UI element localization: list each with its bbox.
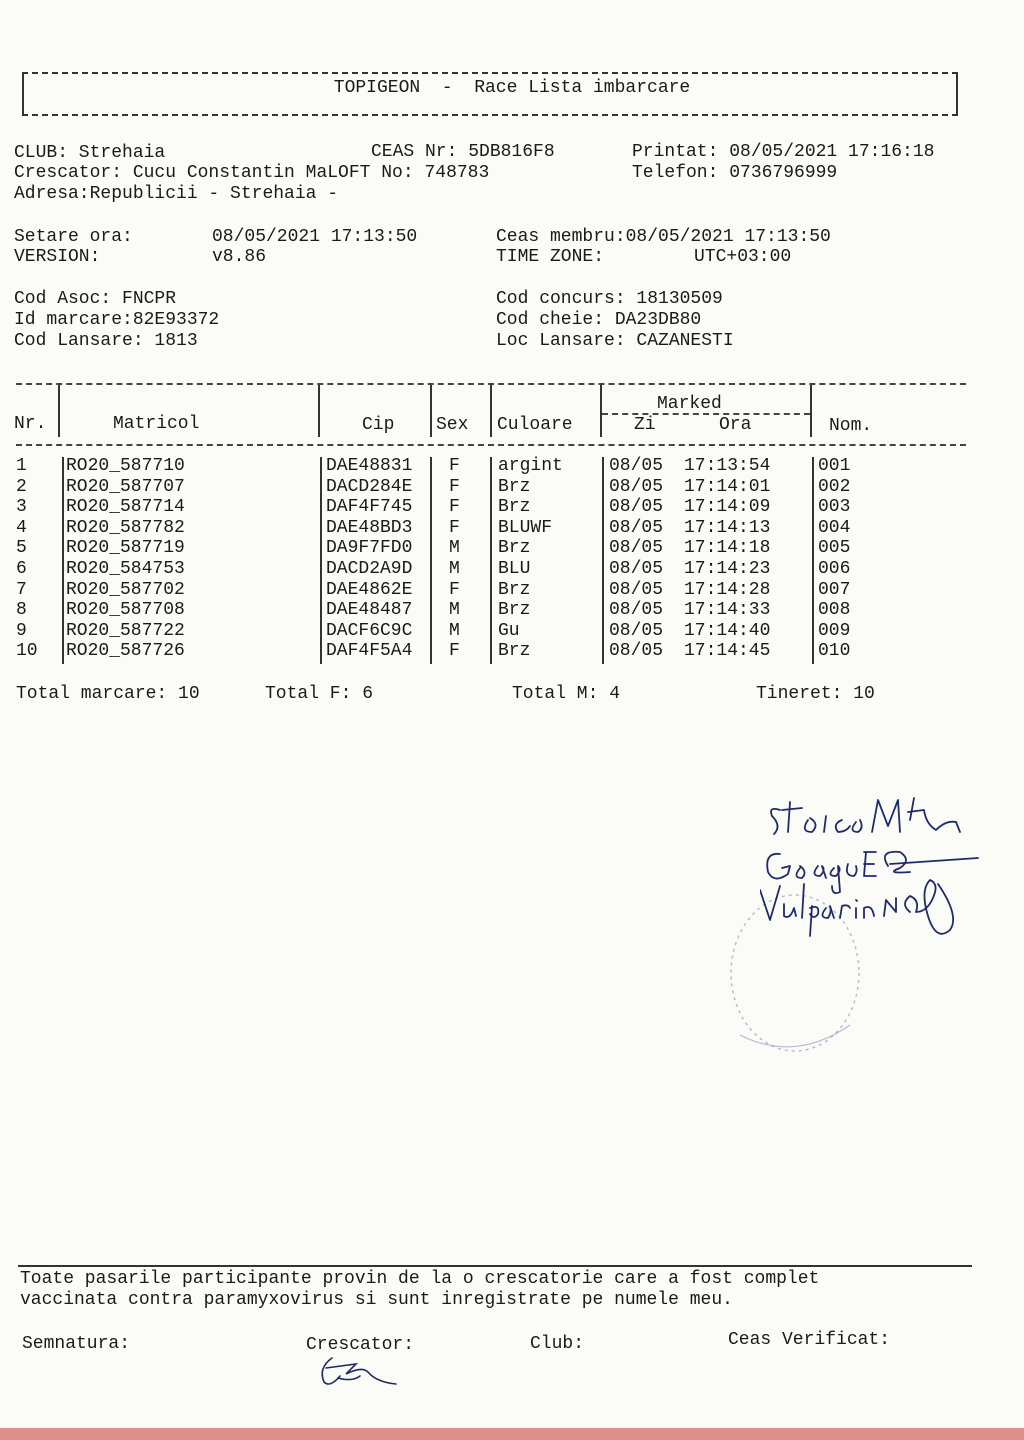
header-nom: Nom.: [829, 416, 873, 436]
breeder-signature-icon: [316, 1352, 406, 1392]
cell-ora: 17:14:23: [684, 559, 771, 579]
cell-zi: 08/05: [609, 476, 664, 497]
cell-ora: 17:14:45: [684, 641, 771, 662]
cell-sex: F: [449, 456, 460, 476]
table-header-rule: [16, 444, 966, 446]
cell-nr: 5: [16, 538, 27, 559]
cell-ora: 17:14:01: [684, 476, 771, 497]
cell-sex: F: [449, 641, 460, 662]
cell-culoare: Brz: [498, 476, 531, 497]
col-sep: [812, 457, 814, 664]
cell-zi: 08/05: [609, 456, 664, 476]
print-timestamp: Printat: 08/05/2021 17:16:18: [632, 142, 935, 162]
cell-nr: 8: [16, 600, 27, 621]
cell-culoare: Gu: [498, 620, 520, 641]
release-code: Cod Lansare: 1813: [14, 331, 198, 351]
cell-cip: DA9F7FD0: [326, 538, 413, 559]
cell-nom: 005: [818, 538, 851, 559]
cell-ora: 17:14:18: [684, 538, 771, 559]
cell-matricol: RO20_587708: [66, 600, 185, 621]
cell-nr: 3: [16, 497, 27, 518]
cell-ora: 17:14:28: [684, 579, 771, 600]
cell-ora: 17:13:54: [684, 456, 771, 476]
cell-zi: 08/05: [609, 620, 664, 641]
cell-ora: 17:14:33: [684, 600, 771, 621]
header-nr: Nr.: [14, 414, 47, 434]
cell-cip: DAE48BD3: [326, 517, 413, 538]
cell-nom: 006: [818, 559, 851, 579]
cell-nom: 001: [818, 456, 851, 476]
cell-matricol: RO20_587714: [66, 497, 185, 518]
cell-nr: 4: [16, 517, 27, 538]
club-signature-label: Club:: [530, 1334, 585, 1354]
total-female: Total F: 6: [265, 684, 374, 704]
header-zi: Zi: [634, 415, 656, 435]
declaration-line-1: Toate pasarile participante provin de la o crescatorie care a fost complet: [20, 1269, 820, 1289]
cell-cip: DAE48487: [326, 600, 413, 621]
cell-cip: DAF4F5A4: [326, 641, 413, 662]
footer-rule: [18, 1265, 972, 1267]
col-sep: [62, 457, 64, 664]
cell-nom: 010: [818, 641, 851, 662]
header-ora: Ora: [719, 415, 752, 435]
cell-sex: F: [449, 579, 460, 600]
cell-ora: 17:14:13: [684, 517, 771, 538]
col-sep: [430, 457, 432, 664]
timezone-value: UTC+03:00: [694, 247, 792, 267]
cell-cip: DACD2A9D: [326, 559, 413, 579]
cell-zi: 08/05: [609, 559, 664, 579]
total-male: Total M: 4: [512, 684, 621, 704]
cell-culoare: BLUWF: [498, 517, 553, 538]
col-sep: [58, 385, 60, 437]
key-code: Cod cheie: DA23DB80: [496, 310, 702, 330]
cell-culoare: BLU: [498, 559, 531, 579]
member-clock: Ceas membru:08/05/2021 17:13:50: [496, 227, 831, 247]
cell-sex: M: [449, 600, 460, 621]
contest-code: Cod concurs: 18130509: [496, 289, 723, 309]
cell-nom: 004: [818, 517, 851, 538]
cell-sex: M: [449, 538, 460, 559]
cell-nom: 009: [818, 620, 851, 641]
cell-matricol: RO20_584753: [66, 559, 185, 579]
set-time-label: Setare ora:: [14, 227, 133, 247]
scan-edge: [0, 1428, 1024, 1440]
total-youth: Tineret: 10: [756, 684, 875, 704]
address: Adresa:Republicii - Strehaia -: [14, 184, 339, 204]
cell-nr: 2: [16, 476, 27, 497]
cell-matricol: RO20_587707: [66, 476, 185, 497]
cell-matricol: RO20_587722: [66, 620, 185, 641]
cell-zi: 08/05: [609, 579, 664, 600]
cell-sex: M: [449, 620, 460, 641]
total-marked: Total marcare: 10: [16, 684, 200, 704]
cell-cip: DACF6C9C: [326, 620, 413, 641]
cell-matricol: RO20_587719: [66, 538, 185, 559]
cell-culoare: Brz: [498, 538, 531, 559]
cell-culoare: Brz: [498, 641, 531, 662]
header-marked: Marked: [657, 394, 722, 414]
cell-sex: F: [449, 476, 460, 497]
col-sep: [490, 457, 492, 664]
breeder-name: Crescator: Cucu Constantin MaLOFT No: 748783: [14, 163, 490, 183]
cell-nr: 7: [16, 579, 27, 600]
clock-verified-label: Ceas Verificat:: [728, 1330, 891, 1350]
cell-nr: 1: [16, 456, 27, 476]
col-sep: [430, 385, 432, 437]
version-label: VERSION:: [14, 247, 101, 267]
handwritten-signatures-icon: [760, 780, 990, 950]
cell-zi: 08/05: [609, 497, 664, 518]
cell-cip: DAF4F745: [326, 497, 413, 518]
cell-sex: F: [449, 497, 460, 518]
clock-number: CEAS Nr: 5DB816F8: [371, 142, 555, 162]
breeder-signature-label: Crescator:: [306, 1335, 415, 1355]
document-title: TOPIGEON - Race Lista imbarcare: [333, 78, 691, 98]
cell-matricol: RO20_587702: [66, 579, 185, 600]
phone-number: Telefon: 0736796999: [632, 163, 838, 183]
set-time-value: 08/05/2021 17:13:50: [212, 227, 418, 247]
cell-culoare: argint: [498, 456, 563, 476]
signature-label: Semnatura:: [22, 1334, 131, 1354]
version-value: v8.86: [212, 247, 267, 267]
cell-nr: 10: [16, 641, 38, 662]
col-sep: [810, 385, 812, 437]
header-matricol: Matricol: [113, 414, 200, 434]
cell-zi: 08/05: [609, 538, 664, 559]
cell-zi: 08/05: [609, 641, 664, 662]
cell-cip: DAE4862E: [326, 579, 413, 600]
cell-zi: 08/05: [609, 517, 664, 538]
timezone-label: TIME ZONE:: [496, 247, 605, 267]
col-sep: [318, 385, 320, 437]
cell-culoare: Brz: [498, 579, 531, 600]
cell-sex: F: [449, 517, 460, 538]
col-sep: [600, 385, 602, 437]
declaration-line-2: vaccinata contra paramyxovirus si sunt inregistrate pe numele meu.: [20, 1290, 733, 1310]
association-code: Cod Asoc: FNCPR: [14, 289, 177, 309]
cell-nr: 9: [16, 620, 27, 641]
header-cip: Cip: [362, 415, 395, 435]
cell-matricol: RO20_587726: [66, 641, 185, 662]
cell-nr: 6: [16, 559, 27, 579]
cell-nom: 003: [818, 497, 851, 518]
club-name: CLUB: Strehaia: [14, 143, 166, 163]
cell-culoare: Brz: [498, 600, 531, 621]
cell-cip: DACD284E: [326, 476, 413, 497]
cell-cip: DAE48831: [326, 456, 413, 476]
cell-matricol: RO20_587710: [66, 456, 185, 476]
col-sep: [490, 385, 492, 437]
col-sep: [602, 457, 604, 664]
col-sep: [320, 457, 322, 664]
cell-culoare: Brz: [498, 497, 531, 518]
cell-nom: 002: [818, 476, 851, 497]
cell-sex: M: [449, 559, 460, 579]
cell-zi: 08/05: [609, 600, 664, 621]
cell-nom: 007: [818, 579, 851, 600]
header-sex: Sex: [436, 415, 469, 435]
cell-matricol: RO20_587782: [66, 517, 185, 538]
cell-ora: 17:14:09: [684, 497, 771, 518]
cell-ora: 17:14:40: [684, 620, 771, 641]
header-culoare: Culoare: [497, 415, 573, 435]
cell-nom: 008: [818, 600, 851, 621]
marking-id: Id marcare:82E93372: [14, 310, 220, 330]
release-location: Loc Lansare: CAZANESTI: [496, 331, 734, 351]
